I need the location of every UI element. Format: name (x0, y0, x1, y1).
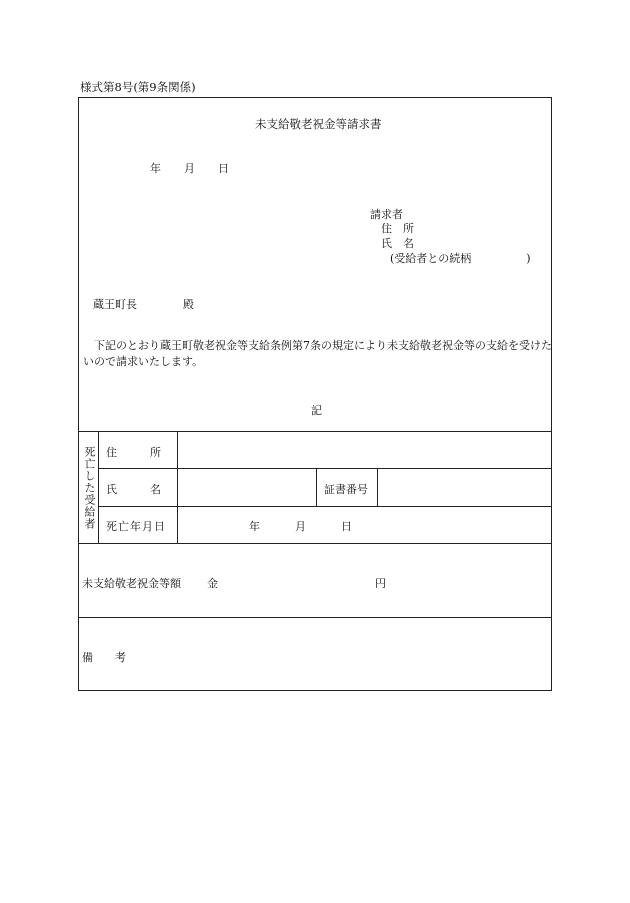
divider (78, 617, 552, 618)
date-year: 年 (150, 162, 161, 175)
form-frame (78, 97, 552, 691)
purpose-statement: 下記のとおり蔵王町敬老祝金等支給条例第7条の規定により未支給敬老祝金等の支給を受けたいので請求いたします。 (83, 339, 552, 368)
amount-label: 未支給敬老祝金等額 (82, 577, 181, 590)
claimant-relation: (受給者との続柄 ) (390, 252, 531, 265)
deceased-group-label: 死亡した受給者 (83, 446, 96, 530)
claimant-name-label: 氏 名 (381, 237, 414, 250)
certificate-number-label: 証書番号 (324, 483, 368, 496)
date-day: 日 (218, 162, 229, 175)
amount-field[interactable] (222, 568, 372, 590)
amount-unit: 円 (375, 577, 386, 590)
deceased-address-label: 住 所 (106, 446, 161, 459)
divider (98, 431, 99, 543)
deceased-address-field[interactable] (178, 432, 551, 468)
deceased-name-field[interactable] (178, 469, 315, 505)
remarks-field[interactable] (140, 620, 550, 688)
addressee-honorific: 殿 (183, 298, 194, 311)
divider (78, 543, 552, 544)
death-year: 年 (249, 520, 260, 533)
claimant-address-label: 住 所 (381, 222, 414, 235)
date-month: 月 (184, 162, 195, 175)
deceased-name-label: 氏 名 (106, 483, 161, 496)
death-day: 日 (341, 520, 352, 533)
form-number: 様式第8号(第9条関係) (80, 80, 196, 94)
amount-prefix: 金 (207, 577, 218, 590)
addressee-name: 蔵王町長 (93, 298, 137, 311)
divider (98, 506, 552, 507)
certificate-number-field[interactable] (378, 469, 551, 505)
death-date-label: 死亡年月日 (106, 520, 166, 533)
claimant-heading: 請求者 (370, 208, 403, 221)
remarks-label: 備 考 (82, 651, 126, 664)
form-title: 未支給敬老祝金等請求書 (255, 117, 382, 131)
record-label: 記 (311, 404, 322, 417)
divider (316, 468, 317, 506)
death-month: 月 (295, 520, 306, 533)
